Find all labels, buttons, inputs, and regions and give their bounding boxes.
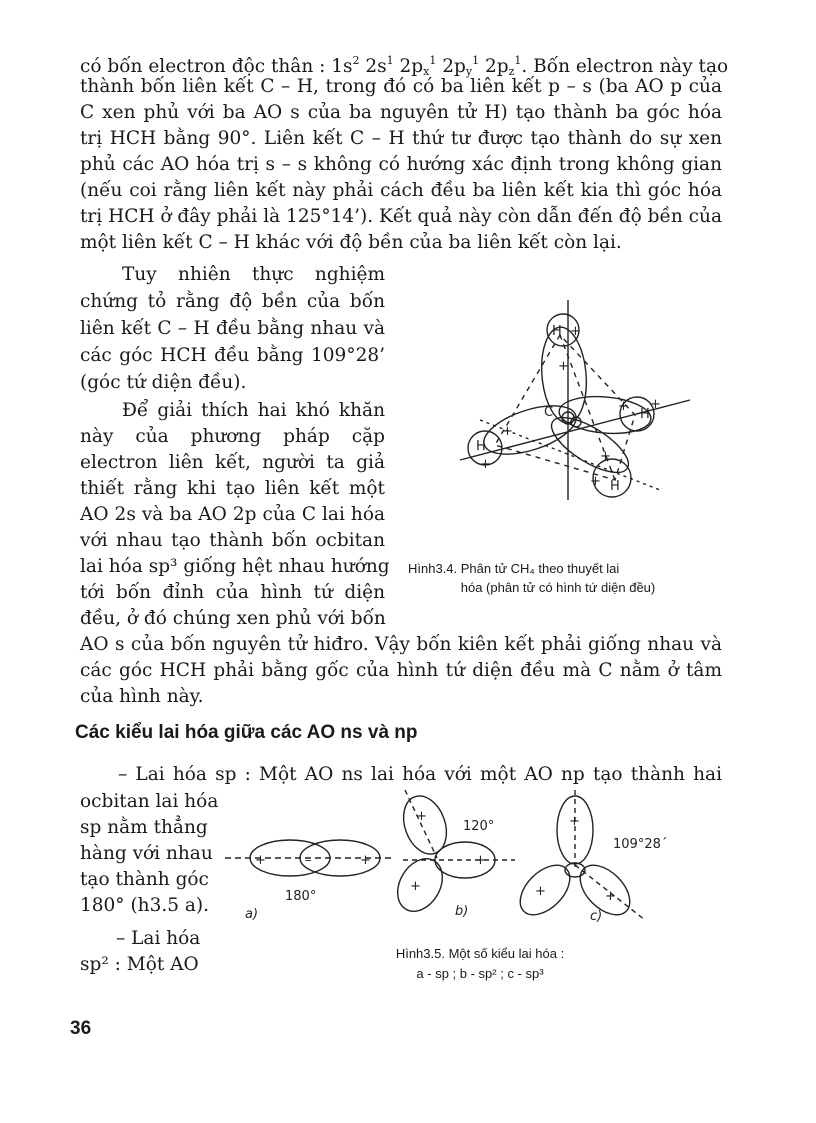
text-line: của hình này. [80, 686, 204, 707]
svg-text:+: + [618, 399, 629, 414]
text-line: thiết rằng khi tạo liên kết một [80, 478, 385, 499]
text-line: sp² : Một AO [80, 954, 199, 975]
svg-text:+: + [360, 853, 371, 868]
text-line: tới bốn đỉnh của hình tứ diện [80, 582, 385, 603]
text-line: đều, ở đó chúng xen phủ với bốn [80, 608, 386, 629]
text-line: (nếu coi rằng liên kết này phải cách đều ba liên kết kia thì góc hóa [80, 180, 722, 201]
figure-caption: a - sp ; b - sp² ; c - sp³ [416, 966, 544, 981]
text-line: AO 2s và ba AO 2p của C lai hóa [80, 504, 385, 525]
atom-label-h: H [476, 439, 486, 454]
svg-text:+: + [570, 324, 581, 339]
angle-label: 120° [463, 819, 495, 834]
svg-text:+: + [590, 474, 601, 489]
text-line: 180° (h3.5 a). [80, 895, 210, 916]
text-line: electron liên kết, người ta giả [80, 452, 385, 473]
svg-text:+: + [475, 853, 486, 868]
svg-text:+: + [480, 457, 491, 472]
text-line: trị HCH ở đây phải là 125°14’). Kết quả này còn dẫn đến độ bền của [80, 206, 722, 227]
text-line: tạo thành góc [80, 869, 209, 890]
text-line: chứng tỏ rằng độ bền của bốn [80, 291, 385, 312]
text-line: trị HCH bằng 90°. Liên kết C – H thứ tư được tạo thành do sự xen [80, 128, 722, 149]
svg-text:+: + [569, 814, 580, 829]
subfigure-label: b) [455, 904, 469, 919]
svg-text:+: + [650, 397, 661, 412]
text-line: – Lai hóa [116, 928, 201, 949]
text-line: – Lai hóa sp : Một AO ns lai hóa với một AO np tạo thành hai [118, 764, 722, 785]
atom-label-h: H [552, 324, 562, 339]
text-line: thành bốn liên kết C – H, trong đó có ba liên kết p – s (ba AO p của [80, 76, 722, 97]
text-line: này của phương pháp cặp [80, 426, 385, 447]
svg-text:+: + [558, 359, 569, 374]
svg-text:–: – [305, 853, 312, 868]
page-number: 36 [70, 1018, 92, 1039]
text-line: lai hóa sp³ giống hệt nhau hướng [80, 556, 390, 577]
svg-text:+: + [410, 879, 421, 894]
svg-text:+: + [416, 809, 427, 824]
text-line: Để giải thích hai khó khăn [122, 400, 385, 421]
atom-label-c: C [544, 405, 554, 420]
figure-caption: Hình3.4. Phân tử CH₄ theo thuyết lai [408, 561, 620, 576]
figure-caption: Hình3.5. Một số kiểu lai hóa : [395, 946, 565, 961]
svg-text:+: + [605, 889, 616, 904]
text-line: (góc tứ diện đều). [80, 372, 247, 393]
svg-text:+: + [600, 449, 611, 464]
text-line: liên kết C – H đều bằng nhau và [80, 318, 385, 339]
text-line: các góc HCH đều bằng 109°28’ [80, 345, 385, 366]
atom-label-h: H [610, 479, 620, 494]
atom-label-h: H [640, 407, 650, 422]
text-line: phủ các AO hóa trị s – s không có hướng xác định trong không gian [80, 154, 722, 175]
text-line: có bốn electron độc thân : $1s^2$ $2s^1$ $2p_x^1$ $2p_y^1$ $2p_z^1$. Bốn electron này tạo [80, 54, 729, 78]
text-line: một liên kết C – H khác với độ bền của ba liên kết còn lại. [80, 232, 622, 253]
text-line: AO s của bốn nguyên tử hiđro. Vậy bốn kiên kết phải giống nhau và [80, 634, 722, 655]
text-line: các góc HCH phải bằng gốc của hình tứ diện đều mà C nằm ở tâm [80, 660, 722, 681]
section-heading: Các kiểu lai hóa giữa các AO ns và np [75, 722, 418, 743]
text-line: với nhau tạo thành bốn ocbitan [80, 530, 385, 551]
subfigure-label: a) [245, 907, 259, 922]
svg-text:+: + [255, 853, 266, 868]
figure-hybridization-diagram [225, 790, 668, 930]
angle-label: 180° [285, 889, 317, 904]
figure-caption: hóa (phân tử có hình tứ diện đều) [460, 580, 656, 595]
text-line: sp nằm thẳng [80, 817, 208, 838]
text-line: Tuy nhiên thực nghiệm [122, 264, 385, 285]
svg-text:+: + [535, 884, 546, 899]
figure-ch4-diagram [440, 300, 700, 510]
svg-text:+: + [502, 424, 513, 439]
text-line: hàng với nhau [80, 843, 213, 864]
text-line: C xen phủ với ba AO s của ba nguyên tử H) tạo thành ba góc hóa [80, 102, 722, 123]
angle-label: 109°28´ [613, 837, 668, 852]
subfigure-label: c) [590, 909, 603, 924]
text-line: ocbitan lai hóa [80, 791, 219, 812]
